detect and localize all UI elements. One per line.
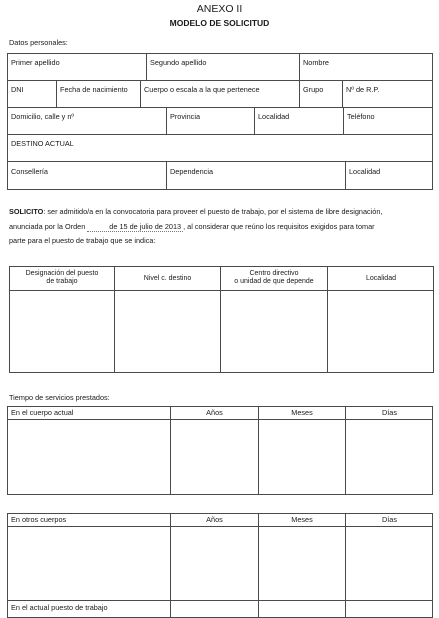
cuerpo-actual-anos-header: Años <box>206 408 223 417</box>
otros-cuerpos-anos-header: Años <box>206 515 223 524</box>
cuerpo-escala-field[interactable]: Cuerpo o escala a la que pertenece <box>144 85 260 94</box>
otros-cuerpos-meses-header: Meses <box>291 515 313 524</box>
solicito-line2b: , al considerar que reúno los requisitos exigidos para tomar <box>183 221 375 231</box>
conselleria-field[interactable]: Consellería <box>11 167 48 176</box>
puesto-entry-centro[interactable] <box>221 291 327 372</box>
puesto-header-nivel: Nivel c. destino <box>143 275 192 282</box>
orden-date-field[interactable]: de 15 de julio de 2013 <box>87 222 183 232</box>
solicito-paragraph <box>9 205 432 249</box>
cuerpo-actual-meses-header: Meses <box>291 408 313 417</box>
otros-cuerpos-label: En otros cuerpos <box>11 515 67 524</box>
fecha-nacimiento-field[interactable]: Fecha de nacimiento <box>60 85 128 94</box>
dependencia-field[interactable]: Dependencia <box>170 167 214 176</box>
actual-puesto-label: En el actual puesto de trabajo <box>11 603 108 612</box>
otros-cuerpos-dias-header: Días <box>381 515 397 524</box>
puesto-header-localidad: Localidad <box>366 275 396 282</box>
puesto-header-centro: Centro directivo o unidad de que depende <box>234 270 314 286</box>
solicito-line3: parte para el puesto de trabajo que se indica: <box>9 236 156 245</box>
cuerpo-actual-dias-entry[interactable] <box>346 420 432 494</box>
telefono-field[interactable]: Teléfono <box>347 112 375 121</box>
otros-cuerpos-meses-entry[interactable] <box>259 527 344 599</box>
localidad-field[interactable]: Localidad <box>258 112 290 121</box>
cuerpo-actual-anos-entry[interactable] <box>171 420 257 494</box>
domicilio-field[interactable]: Domicilio, calle y nº <box>11 112 75 121</box>
num-rp-field[interactable]: Nº de R.P. <box>346 85 380 94</box>
puesto-header-designacion: Designación del puesto de trabajo <box>25 270 99 286</box>
grupo-field[interactable]: Grupo <box>303 85 324 94</box>
puesto-entry-designacion[interactable] <box>10 291 114 372</box>
destino-actual-field[interactable]: DESTINO ACTUAL <box>11 139 74 148</box>
servicios-label: Tiempo de servicios prestados: <box>9 393 110 402</box>
cuerpo-actual-dias-header: Días <box>381 408 397 417</box>
personal-data-label: Datos personales: <box>9 38 68 47</box>
annex-label: ANEXO II <box>196 3 243 15</box>
localidad-destino-field[interactable]: Localidad <box>349 167 381 176</box>
puesto-entry-nivel[interactable] <box>115 291 220 372</box>
solicito-label: SOLICITO <box>9 207 44 216</box>
puesto-entry-localidad[interactable] <box>328 291 433 372</box>
nombre-field[interactable]: Nombre <box>303 58 329 67</box>
primer-apellido-field[interactable]: Primer apellido <box>11 58 60 67</box>
otros-cuerpos-dias-entry[interactable] <box>346 527 432 599</box>
cuerpo-actual-meses-entry[interactable] <box>259 420 344 494</box>
provincia-field[interactable]: Provincia <box>170 112 201 121</box>
dni-field[interactable]: DNI <box>11 85 24 94</box>
form-title: MODELO DE SOLICITUD <box>169 18 270 28</box>
otros-cuerpos-anos-entry[interactable] <box>171 527 257 599</box>
solicito-line2a: anunciada por la Orden <box>9 221 86 231</box>
solicito-line1: : ser admitido/a en la convocatoria para proveer el puesto de trabajo, por el sistema de libre designación, <box>43 207 383 216</box>
segundo-apellido-field[interactable]: Segundo apellido <box>150 58 207 67</box>
cuerpo-actual-label: En el cuerpo actual <box>11 408 74 417</box>
